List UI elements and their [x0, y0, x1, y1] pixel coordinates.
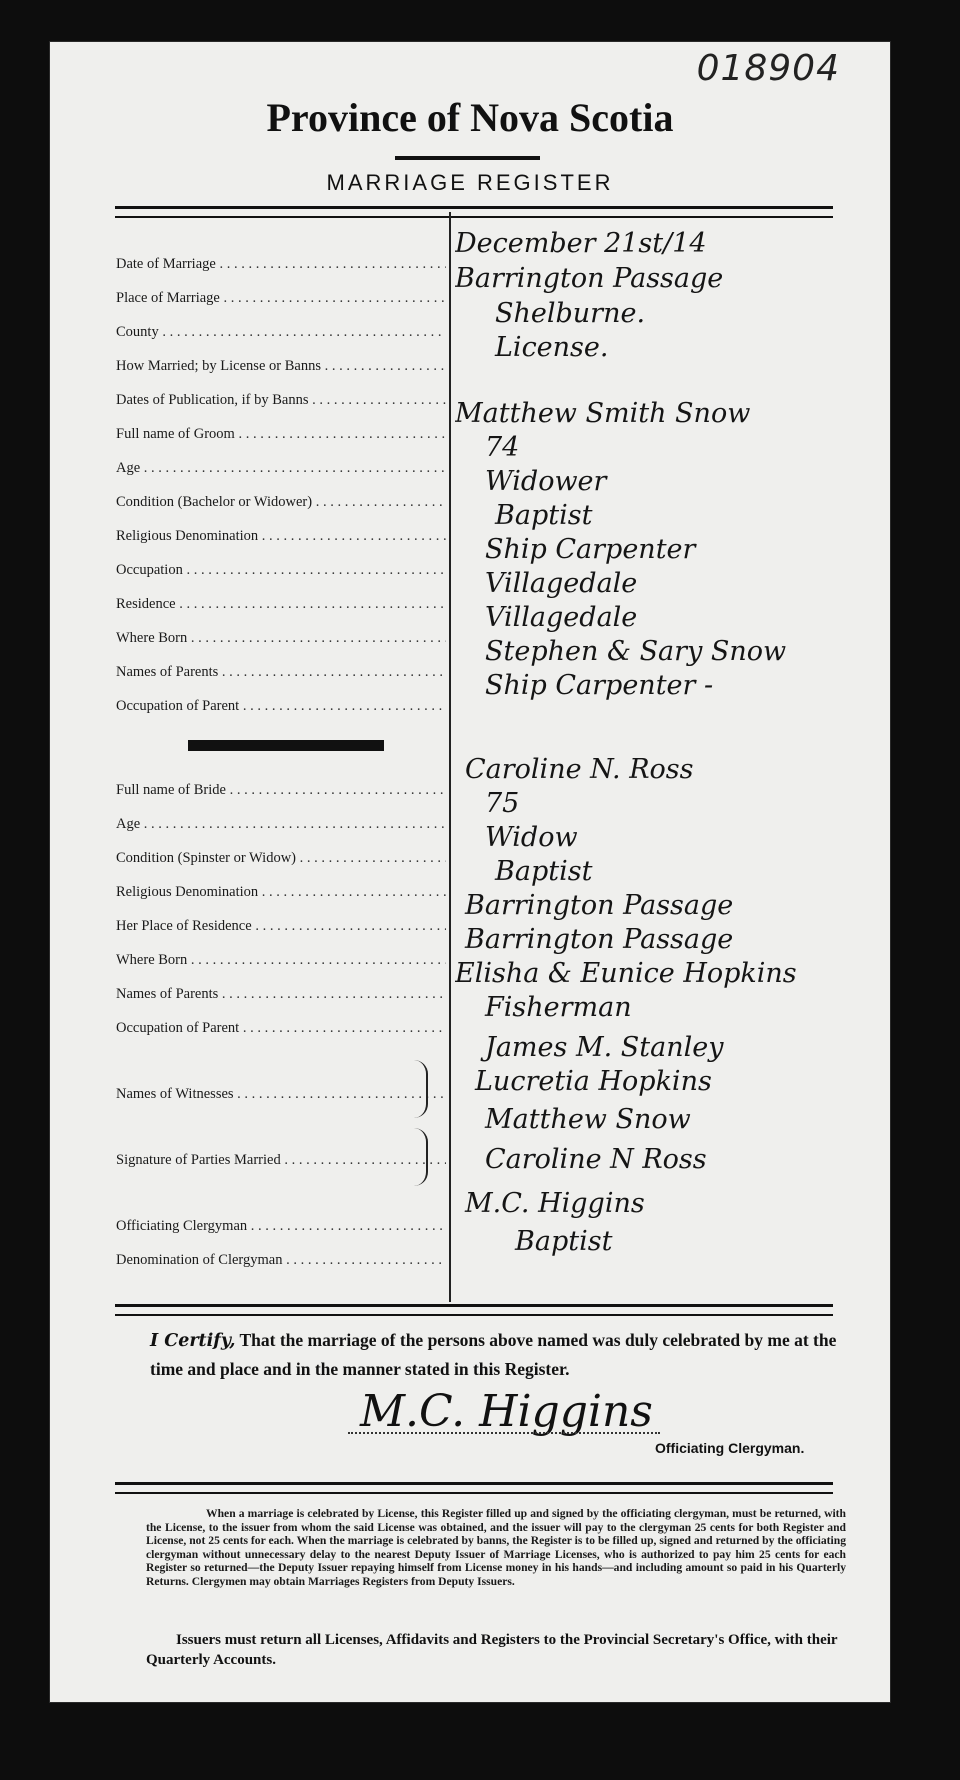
field-value-groom-denomination: Baptist	[495, 500, 593, 531]
field-label: Denomination of Clergyman . . .	[116, 1252, 446, 1274]
field-label: Names of Witnesses . . .	[116, 1086, 446, 1108]
document-number: 018904	[696, 48, 840, 89]
page-title: Province of Nova Scotia	[266, 95, 674, 140]
field-value-bride-name: Caroline N. Ross	[465, 754, 694, 785]
signature-caption: Officiating Clergyman.	[655, 1440, 805, 1456]
field-value-clergy-denomination: Baptist	[515, 1226, 613, 1257]
section-divider-bar	[188, 740, 384, 751]
issuers-note: Issuers must return all Licenses, Affidavits and Registers to the Provincial Secretary's Office, with their Quarterly Accounts.	[146, 1632, 838, 1668]
field-label: Officiating Clergyman . . .	[116, 1218, 446, 1240]
witnesses-brace	[414, 1060, 428, 1118]
field-value-groom-name: Matthew Smith Snow	[455, 398, 751, 429]
field-label: Occupation of Parent . . .	[116, 698, 446, 720]
field-value-signature-groom: Matthew Snow	[485, 1104, 691, 1135]
field-label: Full name of Groom . . .	[116, 426, 446, 448]
field-value-groom-parents: Stephen & Sary Snow	[485, 636, 787, 667]
register-form	[50, 42, 890, 1702]
signatures-brace	[414, 1128, 428, 1186]
footer-divider	[115, 1482, 833, 1494]
title-rule	[395, 156, 540, 160]
field-label: Place of Marriage . . .	[116, 290, 446, 312]
field-value-witness-1: James M. Stanley	[485, 1032, 724, 1063]
field-label: Names of Parents . . .	[116, 986, 446, 1008]
field-label: Occupation of Parent . . .	[116, 1020, 446, 1042]
field-value-groom-condition: Widower	[485, 466, 607, 497]
certification-statement	[150, 1326, 840, 1383]
field-label: Where Born . . .	[116, 630, 446, 652]
field-label: Age . . .	[116, 816, 446, 838]
field-label: Her Place of Residence . . .	[116, 918, 446, 940]
field-value-bride-birthplace: Barrington Passage	[465, 924, 734, 955]
field-label: Full name of Bride . . .	[116, 782, 446, 804]
field-label: Condition (Bachelor or Widower) . . .	[116, 494, 446, 516]
field-label: Signature of Parties Married . . .	[116, 1152, 446, 1174]
field-value-place-of-marriage: Barrington Passage	[455, 263, 724, 294]
field-label: Names of Parents . . .	[116, 664, 446, 686]
field-label: Occupation . . .	[116, 562, 446, 584]
field-value-groom-residence: Villagedale	[485, 568, 638, 599]
field-label: Where Born . . .	[116, 952, 446, 974]
field-value-groom-birthplace: Villagedale	[485, 602, 638, 633]
instructions-paragraph: When a marriage is celebrated by License, this Register filled up and signed by the officiating clergyman, must be returned, with the License, to the issuer from whom the said License was obtained, and the issuer will pay to the clergyman 25 cents for both Register and License, not 25 cents for each. When the marriage is celebrated by banns, the Register is to be filled up, signed and returned by the officiating clergyman without unnecessary delay to the nearest Deputy Issuer of Marriage Licenses, who is authorized to pay him 25 cents for each Register so returned—the Deputy Issuer repaying himself from License money in his hands—and including amount so paid in his Quarterly Returns. Clergymen may obtain Marriages Registers from Deputy Issuers.	[146, 1507, 846, 1588]
clergy-signature: M.C. Higgins	[360, 1386, 653, 1437]
field-label: Religious Denomination . . .	[116, 884, 446, 906]
field-value-clergyman: M.C. Higgins	[465, 1188, 645, 1219]
header-divider	[115, 206, 833, 218]
field-value-witness-2: Lucretia Hopkins	[475, 1066, 712, 1097]
field-value-bride-denomination: Baptist	[495, 856, 593, 887]
field-value-bride-age: 75	[485, 788, 520, 819]
certify-lead: I Certify,	[150, 1331, 236, 1351]
field-value-bride-condition: Widow	[485, 822, 578, 853]
field-label: Religious Denomination . . .	[116, 528, 446, 550]
field-value-groom-occupation: Ship Carpenter	[485, 534, 696, 565]
field-value-groom-parent-occupation: Ship Carpenter -	[485, 670, 714, 701]
field-value-signature-bride: Caroline N Ross	[485, 1144, 707, 1175]
field-label: Date of Marriage . . .	[116, 256, 446, 278]
field-value-bride-residence: Barrington Passage	[465, 890, 734, 921]
column-divider	[449, 212, 451, 1302]
field-label: Dates of Publication, if by Banns . . .	[116, 392, 446, 414]
signature-line	[348, 1432, 660, 1434]
certify-text: That the marriage of the persons above named was duly celebrated by me at the time and place and in the manner stated in this Register.	[150, 1330, 837, 1379]
field-label: Age . . .	[116, 460, 446, 482]
field-label: How Married; by License or Banns . . .	[116, 358, 446, 380]
field-label: Condition (Spinster or Widow) . . .	[116, 850, 446, 872]
body-divider	[115, 1304, 833, 1316]
field-label: County . . .	[116, 324, 446, 346]
field-value-how-married: License.	[495, 332, 609, 363]
field-label: Residence . . .	[116, 596, 446, 618]
field-value-groom-age: 74	[485, 432, 520, 463]
register-subtitle: MARRIAGE REGISTER	[326, 170, 614, 195]
field-value-county: Shelburne.	[495, 298, 646, 329]
field-value-bride-parents: Elisha & Eunice Hopkins	[455, 958, 797, 989]
field-value-date-of-marriage: December 21st/14	[455, 228, 707, 259]
field-value-bride-parent-occupation: Fisherman	[485, 992, 632, 1023]
